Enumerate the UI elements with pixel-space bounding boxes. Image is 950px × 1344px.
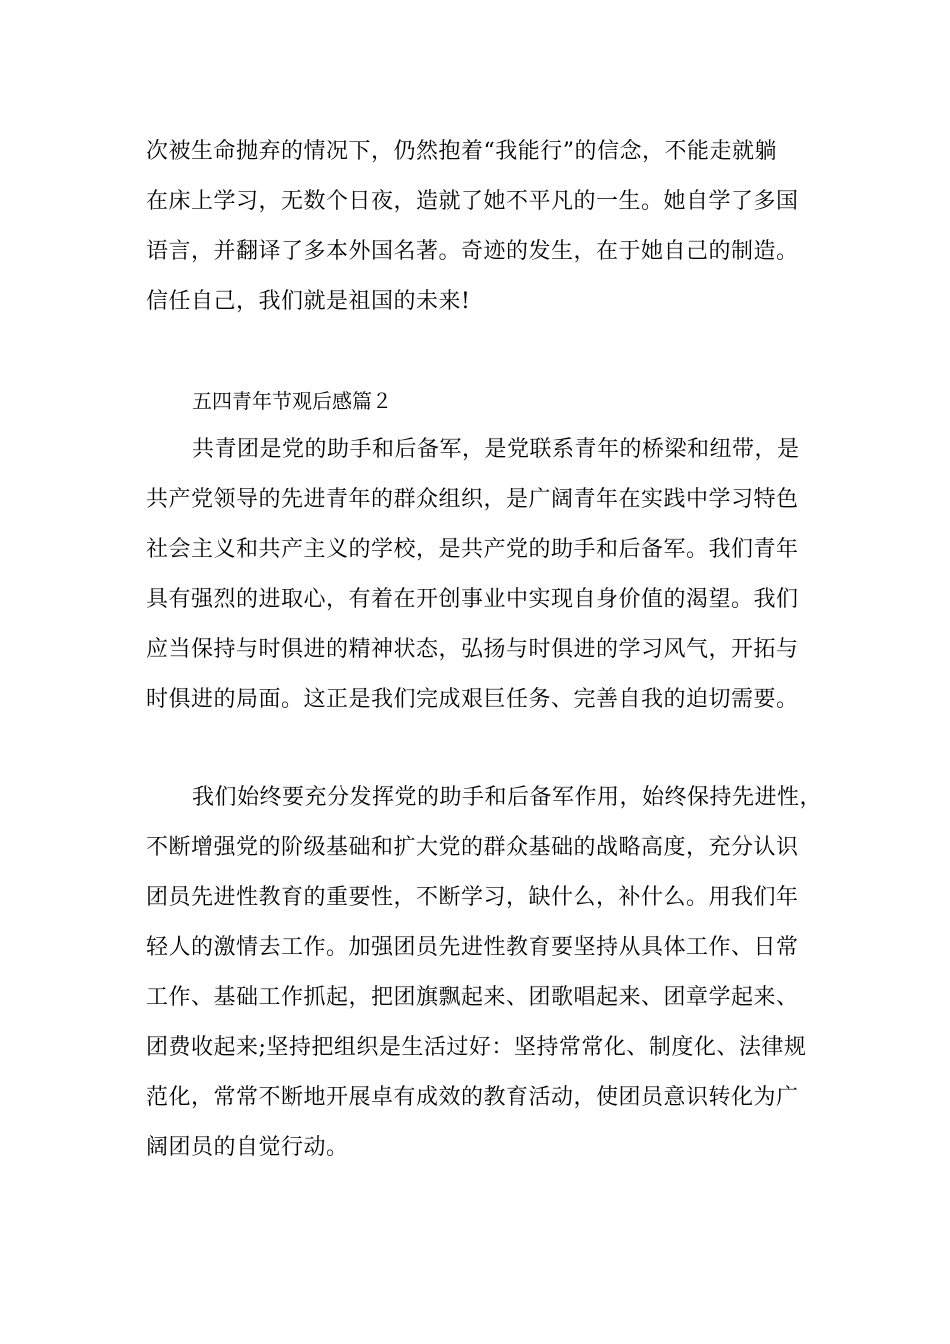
- paragraph-line: 社会主义和共产主义的学校，是共产党的助手和后备军。我们青年: [146, 537, 799, 562]
- paragraph-line: 不断增强党的阶级基础和扩大党的群众基础的战略高度，充分认识: [146, 835, 799, 860]
- paragraph-line: 工作、基础工作抓起，把团旗飘起来、团歌唱起来、团章学起来、: [146, 985, 799, 1010]
- section-heading: 五四青年节观后感篇２: [192, 389, 392, 413]
- paragraph-line: 团员先进性教育的重要性，不断学习，缺什么，补什么。用我们年: [146, 885, 799, 910]
- paragraph-line: 我们始终要充分发挥党的助手和后备军作用，始终保持先进性，: [192, 785, 823, 810]
- paragraph-line: 次被生命抛弃的情况下，仍然抱着“我能行”的信念，不能走就躺: [146, 139, 777, 164]
- paragraph-line: 阔团员的自觉行动。: [146, 1135, 349, 1160]
- paragraph-line: 信任自己，我们就是祖国的未来!: [146, 289, 471, 314]
- paragraph-line: 语言，并翻译了多本外国名著。奇迹的发生，在于她自己的制造。: [146, 239, 799, 264]
- paragraph-line: 在床上学习，无数个日夜，造就了她不平凡的一生。她自学了多国: [146, 189, 799, 214]
- paragraph-line: 共青团是党的助手和后备军，是党联系青年的桥梁和纽带，是: [192, 437, 800, 462]
- paragraph-line: 共产党领导的先进青年的群众组织，是广阔青年在实践中学习特色: [146, 487, 799, 512]
- paragraph-line: 时俱进的局面。这正是我们完成艰巨任务、完善自我的迫切需要。: [146, 687, 799, 712]
- paragraph-line: 轻人的激情去工作。加强团员先进性教育要坚持从具体工作、日常: [146, 935, 799, 960]
- paragraph-line: 具有强烈的进取心，有着在开创事业中实现自身价值的渴望。我们: [146, 587, 799, 612]
- paragraph-line: 范化，常常不断地开展卓有成效的教育活动，使团员意识转化为广: [146, 1085, 799, 1110]
- paragraph-line: 应当保持与时俱进的精神状态，弘扬与时俱进的学习风气，开拓与: [146, 637, 799, 662]
- paragraph-line: 团费收起来;坚持把组织是生活过好：坚持常常化、制度化、法律规: [146, 1035, 807, 1060]
